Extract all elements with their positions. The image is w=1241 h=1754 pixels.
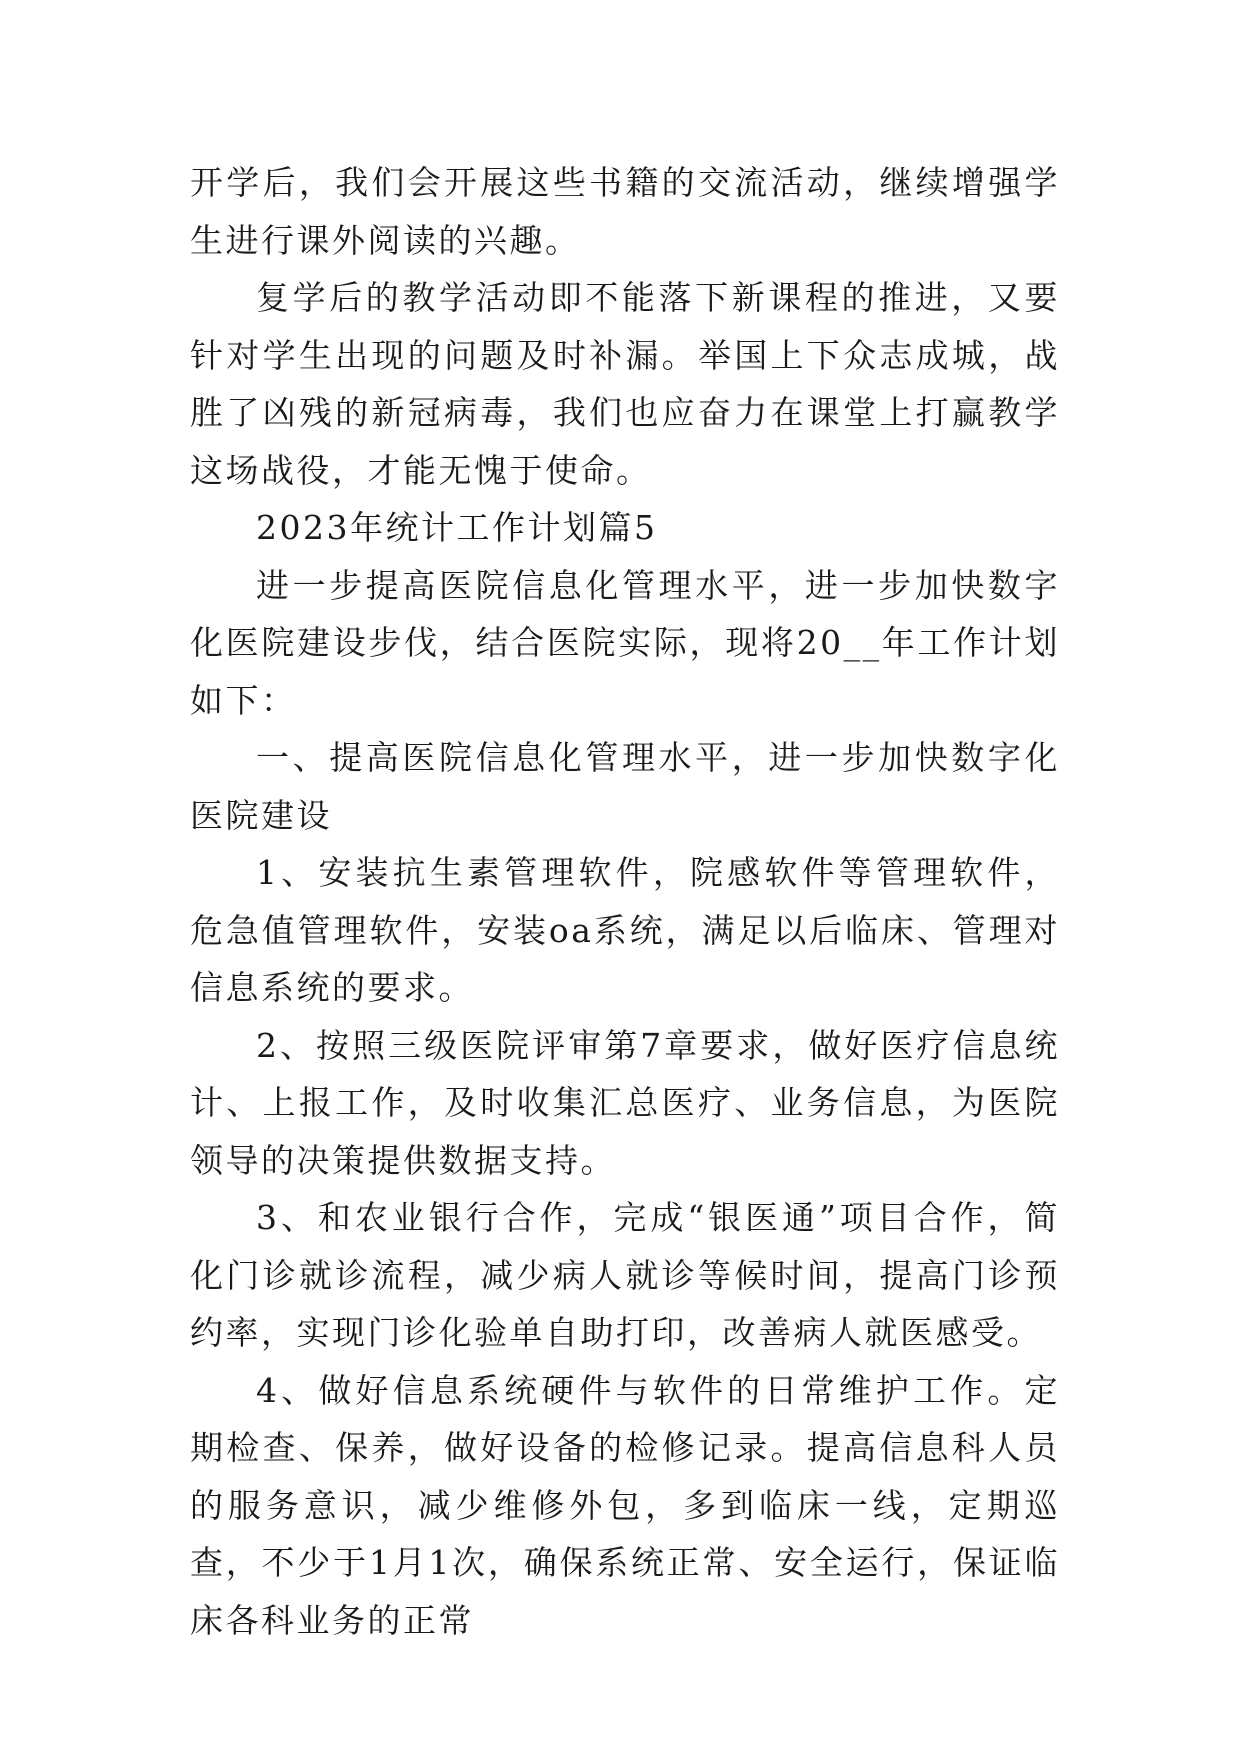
list-item-3: 3、和农业银行合作，完成“银医通”项目合作，简化门诊就诊流程，减少病人就诊等候时间，提高门诊预约率，实现门诊化验单自助打印，改善病人就医感受。 — [190, 1198, 1060, 1352]
paragraph-resumed-teaching: 复学后的教学活动即不能落下新课程的推进，又要针对学生出现的问题及时补漏。举国上下众志成城，战胜了凶残的新冠病毒，我们也应奋力在课堂上打赢教学这场战役，才能无愧于使命。 — [190, 278, 1060, 490]
paragraph-reading-activity: 开学后，我们会开展这些书籍的交流活动，继续增强学生进行课外阅读的兴趣。 — [190, 163, 1060, 260]
list-item-2: 2、按照三级医院评审第7章要求，做好医疗信息统计、上报工作，及时收集汇总医疗、业务信息，为医院领导的决策提供数据支持。 — [190, 1025, 1060, 1180]
section-heading: 2023年统计工作计划篇5 — [256, 508, 658, 547]
paragraph-item-one-heading: 一、提高医院信息化管理水平，进一步加快数字化医院建设 — [190, 738, 1060, 835]
paragraph-intro: 进一步提高医院信息化管理水平，进一步加快数字化医院建设步伐，结合医院实际，现将20__年工作计划如下： — [190, 565, 1060, 720]
document-page — [190, 154, 1060, 1649]
list-item-4: 4、做好信息系统硬件与软件的日常维护工作。定期检查、保养，做好设备的检修记录。提高信息科人员的服务意识，减少维修外包，多到临床一线，定期巡查，不少于1月1次，确保系统正常、安全运行，保证临床各科业务的正常 — [190, 1370, 1060, 1640]
list-item-1: 1、安装抗生素管理软件，院感软件等管理软件，危急值管理软件，安装oa系统，满足以后临床、管理对信息系统的要求。 — [190, 853, 1060, 1007]
